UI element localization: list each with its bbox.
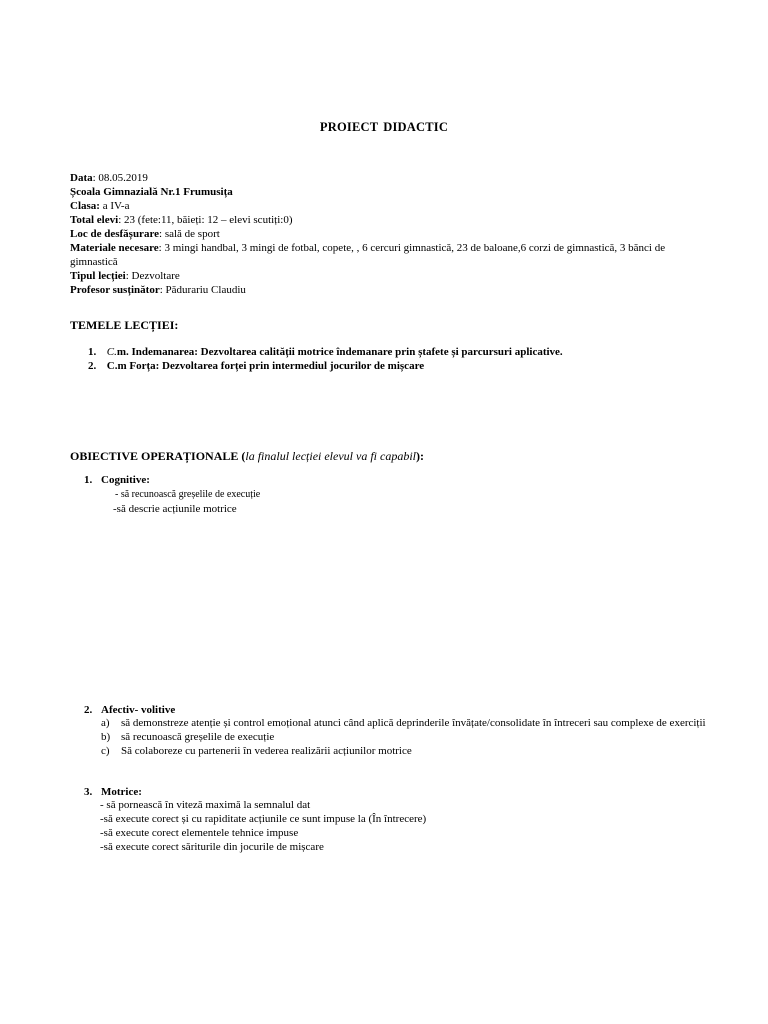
- motrice-item-2: -să execute corect și cu rapiditate acțiunile ce sunt impuse la (În întrecere): [100, 813, 427, 825]
- title-part-2: DIDACTIC: [383, 120, 449, 134]
- obiective-heading: OBIECTIVE OPERAȚIONALE (la finalul lecției elevul va fi capabil):: [70, 449, 424, 463]
- info-total-elevi: Total elevi: 23 (fete:11, băieți: 12 – elevi scutiți:0): [70, 214, 293, 226]
- cognitive-item-2: -să descrie acțiunile motrice: [113, 503, 237, 515]
- motrice-title: 3. Motrice:: [84, 786, 142, 798]
- motrice-list: [100, 798, 720, 854]
- afectiv-item-c: c) Să colaboreze cu partenerii în vederea realizării acțiunilor motrice: [101, 745, 412, 757]
- theme-item-1: 1. C.m. Indemanarea: Dezvoltarea calității motrice îndemanare prin ștafete și parcursuri aplicative.: [88, 346, 563, 358]
- afectiv-item-a: a) să demonstreze atenție și control emoțional atunci când aplică deprinderile învățate/consolidate în întreceri sau complexe de exerciții: [101, 717, 706, 729]
- afectiv-list: [101, 716, 721, 758]
- cognitive-item-1: - să recunoască greșelile de execuție: [115, 489, 261, 500]
- lesson-info: [70, 171, 710, 297]
- cognitive-title: 1. Cognitive:: [84, 474, 150, 486]
- info-materiale: Materiale necesare: 3 mingi handbal, 3 mingi de fotbal, copete, , 6 cercuri gimnastică, 23 de baloane,6 corzi de gimnastică, 3 bănci de gimnastică: [70, 242, 666, 268]
- motrice-item-1: - să pornească în viteză maximă la semnalul dat: [100, 799, 311, 811]
- motrice-item-4: -să execute corect săriturile din jocurile de mișcare: [100, 841, 324, 853]
- info-profesor: Profesor susținător: Pădurariu Claudiu: [70, 284, 246, 296]
- themes-list: [88, 345, 728, 373]
- motrice-item-3: -să execute corect elementele tehnice impuse: [100, 827, 299, 839]
- document-title: [0, 120, 768, 134]
- afectiv-item-b: b) să recunoască greșelile de execuție: [101, 731, 275, 743]
- cognitive-list: [115, 488, 735, 516]
- info-tipul: Tipul lecției: Dezvoltare: [70, 270, 180, 282]
- info-clasa: Clasa: a IV-a: [70, 200, 130, 212]
- info-scoala: Școala Gimnazială Nr.1 Frumusița: [70, 186, 233, 198]
- title-part-1: PROIECT: [319, 120, 379, 134]
- afectiv-title: 2. Afectiv- volitive: [84, 704, 176, 716]
- info-data: Data: 08.05.2019: [70, 172, 148, 184]
- temele-heading: TEMELE LECȚIEI:: [70, 318, 179, 332]
- info-loc: Loc de desfășurare: sală de sport: [70, 228, 220, 240]
- theme-item-2: 2. C.m Forța: Dezvoltarea forței prin intermediul jocurilor de mișcare: [88, 360, 425, 372]
